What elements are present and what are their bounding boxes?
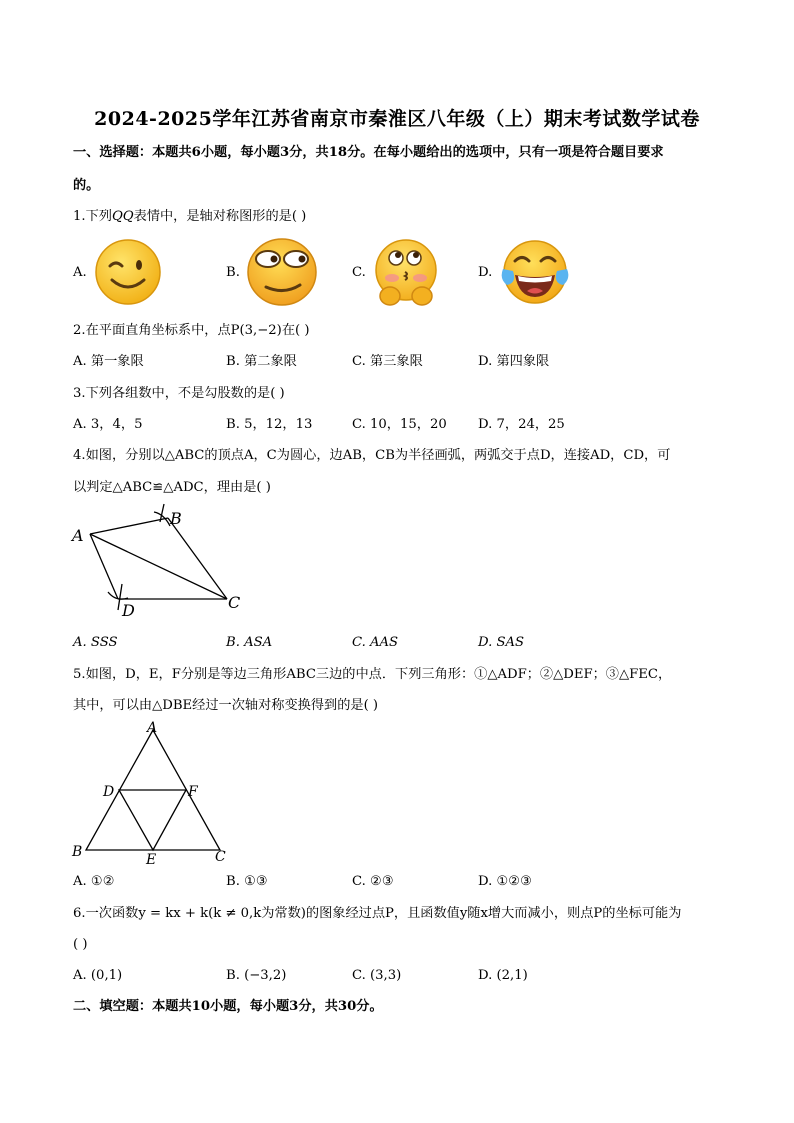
q6-stem: 6.一次函数y = kx + k(k ≠ 0,k为常数)的图象经过点P，且函数值y随x增大而减小，则点P的坐标可能为 [73,906,682,921]
q3-option-c: C. 10，15，20 [352,417,447,432]
page-title: 2024-2025学年江苏省南京市秦淮区八年级（上）期末考试数学试卷 [94,108,700,130]
label-c: C [215,849,226,865]
label-b: B [170,509,182,528]
q4-option-c: C. AAS [352,635,399,650]
q6-stem-cont: ( ) [73,937,88,952]
smirk-eyes-icon [246,237,318,307]
thinking-kiss-icon [372,238,440,308]
q3-option-a: A. 3，4，5 [73,417,143,432]
q3-option-b: B. 5，12，13 [226,417,313,432]
q5-option-b: B. ①③ [226,874,268,889]
q6-option-b: B. (−3,2) [226,968,287,983]
q3-stem: 3.下列各组数中，不是勾股数的是( ) [73,386,285,401]
q4-figure-quadrilateral [70,502,250,622]
q5-stem-cont: 其中，可以由△DBE经过一次轴对称变换得到的是( ) [73,698,379,713]
q1-option-c-label: C. [352,265,366,280]
label-d: D [122,601,135,620]
q2-option-d: D. 第四象限 [478,354,550,369]
q5-figure-triangle [70,718,240,868]
q4-stem-cont: 以判定△ABC≌△ADC，理由是( ) [73,480,271,495]
winking-smiley-icon [94,238,162,306]
q2-option-b: B. 第二象限 [226,354,297,369]
triangle-def [119,790,186,850]
segment-ab [90,518,168,534]
section2-heading: 二、填空题：本题共10小题，每小题3分，共30分。 [73,999,383,1014]
q4-stem: 4.如图，分别以△ABC的顶点A，C为圆心，边AB，CB为半径画弧，两弧交于点D，连接AD，CD，可 [73,448,671,463]
q4-option-a: A. SSS [73,635,118,650]
q6-option-d: D. (2,1) [478,968,528,983]
label-a: A [72,526,84,545]
segment-ac [90,534,227,599]
q4-option-d: D. SAS [478,635,525,650]
q4-option-b: B. ASA [226,635,273,650]
label-d: D [103,784,115,800]
q2-option-a: A. 第一象限 [73,354,144,369]
segment-bc [168,518,227,599]
q6-option-c: C. (3,3) [352,968,402,983]
q5-stem: 5.如图，D，E，F分别是等边三角形ABC三边的中点．下列三角形：①△ADF；②△DEF；③△FEC， [73,667,672,682]
q1-option-a-label: A. [73,265,87,280]
tears-of-joy-icon [499,239,571,307]
q5-option-d: D. ①②③ [478,874,532,889]
section1-heading: 一、选择题：本题共6小题，每小题3分，共18分。在每小题给出的选项中，只有一项是符合题目要求 [73,145,664,160]
label-f: F [188,784,198,800]
q1-option-b-label: B. [226,265,240,280]
q6-option-a: A. (0,1) [73,968,123,983]
label-e: E [146,852,157,868]
q1-option-d-label: D. [478,265,493,280]
label-c: C [228,593,241,612]
label-b: B [72,844,83,860]
q3-option-d: D. 7，24，25 [478,417,565,432]
q2-option-c: C. 第三象限 [352,354,423,369]
q2-stem: 2.在平面直角坐标系中，点P(3,−2)在( ) [73,323,310,338]
segment-ad [90,534,118,599]
q5-option-c: C. ②③ [352,874,394,889]
section1-heading-cont: 的。 [73,178,100,193]
q5-option-a: A. ①② [73,874,115,889]
label-a: A [147,720,158,736]
q1-stem: 1.下列QQ表情中，是轴对称图形的是( ) [73,209,307,224]
